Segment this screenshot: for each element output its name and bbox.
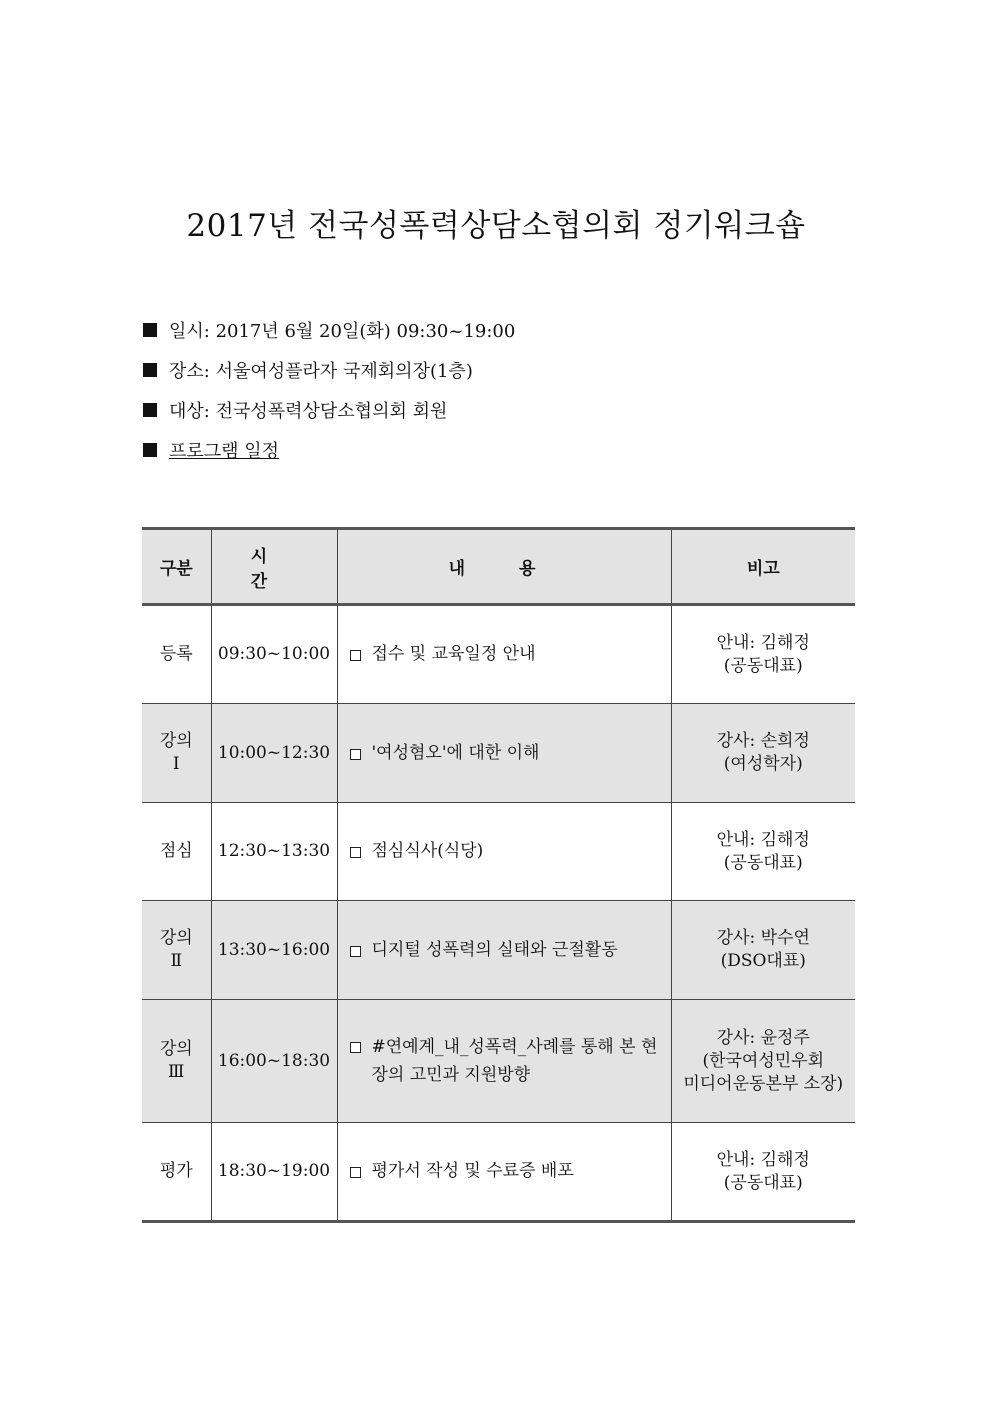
table-row [142, 704, 855, 803]
bullet-square-icon [143, 403, 157, 417]
row-time: 09:30~10:00 [211, 605, 337, 704]
table-row [142, 803, 855, 901]
row-time: 12:30~13:30 [211, 803, 337, 901]
schedule-table [142, 527, 855, 1223]
row-note: 안내: 김해정 (공동대표) [671, 803, 855, 901]
checkbox-square-icon [350, 749, 361, 760]
info-value: 2017년 6월 20일(화) 09:30~19:00 [215, 321, 516, 342]
row-time: 10:00~12:30 [211, 704, 337, 803]
info-label: 대상: [169, 401, 210, 422]
row-time: 16:00~18:30 [211, 1000, 337, 1123]
row-time: 18:30~19:00 [211, 1123, 337, 1222]
row-note: 안내: 김해정 (공동대표) [671, 1123, 855, 1222]
info-item-program [143, 430, 515, 470]
header-category: 구분 [142, 529, 211, 605]
row-category: 점심 [142, 803, 211, 901]
table-row [142, 1000, 855, 1123]
row-content: 점심식사(식당) [337, 803, 671, 901]
document-title: 2017년 전국성폭력상담소협의회 정기워크숍 [186, 208, 806, 244]
table-header-row [142, 529, 855, 605]
row-note: 강사: 윤정주 (한국여성민우회 미디어운동본부 소장) [671, 1000, 855, 1123]
info-label: 장소: [169, 361, 210, 382]
row-content: 접수 및 교육일정 안내 [337, 605, 671, 704]
row-note: 강사: 박수연 (DSO대표) [671, 901, 855, 1000]
header-time: 시 간 [211, 529, 337, 605]
row-note: 강사: 손희정 (여성학자) [671, 704, 855, 803]
info-item-audience [143, 390, 515, 430]
row-category: 강의 Ⅱ [142, 901, 211, 1000]
table-row [142, 901, 855, 1000]
info-item-date [143, 310, 515, 350]
table-row [142, 605, 855, 704]
checkbox-square-icon [350, 847, 361, 858]
row-category: 강의 Ⅲ [142, 1000, 211, 1123]
row-content: '여성혐오'에 대한 이해 [337, 704, 671, 803]
info-value: 서울여성플라자 국제회의장(1층) [215, 361, 473, 382]
bullet-square-icon [143, 363, 157, 377]
bullet-square-icon [143, 443, 157, 457]
row-category: 평가 [142, 1123, 211, 1222]
row-category: 등록 [142, 605, 211, 704]
row-time: 13:30~16:00 [211, 901, 337, 1000]
info-item-venue [143, 350, 515, 390]
info-label: 프로그램 일정 [169, 441, 280, 462]
bullet-square-icon [143, 323, 157, 337]
header-content: 내 용 [337, 529, 671, 605]
checkbox-square-icon [350, 650, 361, 661]
row-note: 안내: 김해정 (공동대표) [671, 605, 855, 704]
table-row [142, 1123, 855, 1222]
checkbox-square-icon [350, 1042, 361, 1053]
info-label: 일시: [169, 321, 210, 342]
row-content: #연예계_내_성폭력_사례를 통해 본 현장의 고민과 지원방향 [337, 1000, 671, 1123]
info-value: 전국성폭력상담소협의회 회원 [215, 401, 448, 422]
row-content: 평가서 작성 및 수료증 배포 [337, 1123, 671, 1222]
checkbox-square-icon [350, 946, 361, 957]
row-content: 디지털 성폭력의 실태와 근절활동 [337, 901, 671, 1000]
info-list [143, 310, 515, 470]
row-category: 강의 Ⅰ [142, 704, 211, 803]
checkbox-square-icon [350, 1167, 361, 1178]
header-note: 비고 [671, 529, 855, 605]
